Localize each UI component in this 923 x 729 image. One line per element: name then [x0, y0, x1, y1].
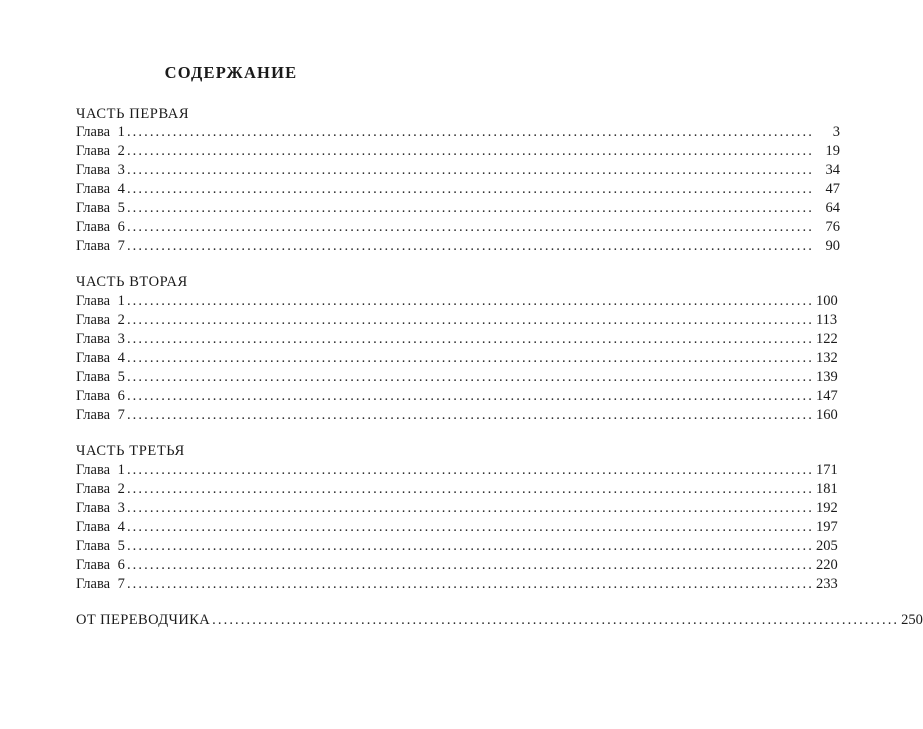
- toc-entry-p1-ch7[interactable]: [76, 238, 840, 256]
- chapter-label: Глава 2: [76, 143, 125, 159]
- dot-leader: ........................................................................................................................: [126, 369, 814, 385]
- page-number: 139: [815, 369, 838, 385]
- dot-leader: ........................................................................................................................: [126, 576, 814, 592]
- dot-leader: ........................................................................................................................: [126, 312, 814, 328]
- page-number: 147: [815, 388, 838, 404]
- page-title: СОДЕРЖАНИЕ: [164, 63, 298, 82]
- page-number: 76: [825, 219, 840, 235]
- dot-leader: ........................................................................................................................: [126, 162, 814, 178]
- page-number: 19: [825, 143, 840, 159]
- chapter-label: Глава 6: [76, 219, 125, 235]
- chapter-label: Глава 6: [76, 557, 125, 573]
- page-number: 100: [815, 293, 838, 309]
- page-number: 171: [815, 462, 838, 478]
- chapter-label: Глава 5: [76, 369, 125, 385]
- toc-entry-p1-ch6[interactable]: [76, 219, 840, 237]
- toc-entry-p1-ch1[interactable]: [76, 124, 840, 142]
- toc-entry-p3-ch5[interactable]: [76, 538, 838, 556]
- toc-entry-p3-ch1[interactable]: [76, 462, 838, 480]
- chapter-label: Глава 1: [76, 293, 125, 309]
- part-heading-3: ЧАСТЬ ТРЕТЬЯ: [76, 443, 185, 459]
- toc-entry-p2-ch7[interactable]: [76, 407, 838, 425]
- dot-leader: ........................................................................................................................: [126, 519, 814, 535]
- part-heading-2: ЧАСТЬ ВТОРАЯ: [76, 274, 188, 290]
- dot-leader: ........................................................................................................................: [126, 293, 814, 309]
- page-number: 197: [815, 519, 838, 535]
- toc-entry-p2-ch2[interactable]: [76, 312, 838, 330]
- dot-leader: ........................................................................................................................: [212, 612, 900, 628]
- page-number: 34: [825, 162, 840, 178]
- chapter-label: Глава 4: [76, 350, 125, 366]
- toc-entry-p2-ch1[interactable]: [76, 293, 838, 311]
- chapter-label: Глава 2: [76, 481, 125, 497]
- chapter-label: Глава 3: [76, 331, 125, 347]
- page-number: 64: [825, 200, 840, 216]
- page-number: 132: [815, 350, 838, 366]
- dot-leader: ........................................................................................................................: [126, 238, 814, 254]
- dot-leader: ........................................................................................................................: [126, 481, 814, 497]
- chapter-label: Глава 2: [76, 312, 125, 328]
- page-number: 250: [901, 612, 923, 628]
- toc-entry-p3-ch7[interactable]: [76, 576, 838, 594]
- page-number: 47: [825, 181, 840, 197]
- dot-leader: ........................................................................................................................: [126, 407, 814, 423]
- page-number: 192: [815, 500, 838, 516]
- toc-entry-p1-ch5[interactable]: [76, 200, 840, 218]
- toc-entry-p2-ch4[interactable]: [76, 350, 838, 368]
- chapter-label: Глава 1: [76, 462, 125, 478]
- chapter-label: Глава 7: [76, 407, 125, 423]
- toc-entry-p2-ch5[interactable]: [76, 369, 838, 387]
- dot-leader: ........................................................................................................................: [126, 538, 814, 554]
- dot-leader: ........................................................................................................................: [126, 500, 814, 516]
- dot-leader: ........................................................................................................................: [126, 388, 814, 404]
- part-heading-1: ЧАСТЬ ПЕРВАЯ: [76, 106, 190, 122]
- toc-entry-p2-ch3[interactable]: [76, 331, 838, 349]
- dot-leader: ........................................................................................................................: [126, 143, 814, 159]
- dot-leader: ........................................................................................................................: [126, 350, 814, 366]
- toc-entry-afterword[interactable]: [76, 612, 923, 630]
- dot-leader: ........................................................................................................................: [126, 462, 814, 478]
- page-number: 122: [815, 331, 838, 347]
- chapter-label: Глава 5: [76, 538, 125, 554]
- chapter-label: Глава 3: [76, 500, 125, 516]
- toc-entry-p1-ch3[interactable]: [76, 162, 840, 180]
- chapter-label: Глава 7: [76, 576, 125, 592]
- chapter-label: Глава 4: [76, 181, 125, 197]
- toc-entry-p1-ch2[interactable]: [76, 143, 840, 161]
- page-number: 160: [815, 407, 838, 423]
- page-number: 181: [815, 481, 838, 497]
- chapter-label: Глава 6: [76, 388, 125, 404]
- dot-leader: ........................................................................................................................: [126, 331, 814, 347]
- page-number: 220: [815, 557, 838, 573]
- page-number: 233: [815, 576, 838, 592]
- toc-entry-p3-ch6[interactable]: [76, 557, 838, 575]
- toc-entry-p3-ch4[interactable]: [76, 519, 838, 537]
- toc-entry-p2-ch6[interactable]: [76, 388, 838, 406]
- chapter-label: Глава 4: [76, 519, 125, 535]
- chapter-label: Глава 3: [76, 162, 125, 178]
- chapter-label: Глава 5: [76, 200, 125, 216]
- chapter-label: Глава 1: [76, 124, 125, 140]
- toc-entry-p3-ch2[interactable]: [76, 481, 838, 499]
- dot-leader: ........................................................................................................................: [126, 181, 814, 197]
- afterword-label: ОТ ПЕРЕВОДЧИКА: [76, 612, 211, 628]
- dot-leader: ........................................................................................................................: [126, 124, 814, 140]
- chapter-label: Глава 7: [76, 238, 125, 254]
- dot-leader: ........................................................................................................................: [126, 557, 814, 573]
- page-number: 113: [815, 312, 838, 328]
- page-number: 3: [832, 124, 840, 140]
- page-number: 205: [815, 538, 838, 554]
- toc-entry-p3-ch3[interactable]: [76, 500, 838, 518]
- toc-entry-p1-ch4[interactable]: [76, 181, 840, 199]
- page-number: 90: [825, 238, 840, 254]
- dot-leader: ........................................................................................................................: [126, 200, 814, 216]
- dot-leader: ........................................................................................................................: [126, 219, 814, 235]
